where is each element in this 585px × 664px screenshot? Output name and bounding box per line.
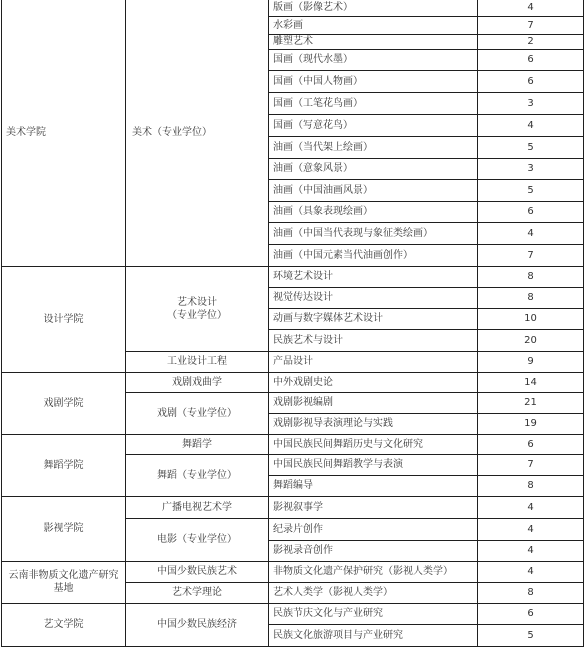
table-row xyxy=(2,0,584,16)
count-cell: 5 xyxy=(478,136,584,158)
count-cell: 9 xyxy=(478,351,584,372)
count-cell: 7 xyxy=(478,16,584,34)
college-cell: 戏剧学院 xyxy=(2,372,126,434)
direction-cell: 国画（中国人物画） xyxy=(269,70,478,92)
table-row xyxy=(2,434,584,454)
direction-cell: 油画（中国油画风景） xyxy=(269,179,478,201)
direction-cell: 纪录片创作 xyxy=(269,518,478,540)
count-cell: 6 xyxy=(478,603,584,624)
direction-cell: 油画（中国当代表现与象征类绘画） xyxy=(269,222,478,244)
table-row xyxy=(2,266,584,287)
direction-cell: 动画与数字媒体艺术设计 xyxy=(269,308,478,329)
count-cell: 14 xyxy=(478,372,584,392)
count-cell: 5 xyxy=(478,624,584,646)
count-cell: 4 xyxy=(478,540,584,561)
direction-cell: 中国民族民间舞蹈历史与文化研究 xyxy=(269,434,478,454)
major-cell: 舞蹈（专业学位） xyxy=(126,454,269,496)
college-cell: 云南非物质文化遗产研究 基地 xyxy=(2,561,126,603)
direction-cell: 戏剧影视编剧 xyxy=(269,392,478,413)
direction-cell: 舞蹈编导 xyxy=(269,475,478,496)
direction-cell: 视觉传达设计 xyxy=(269,287,478,308)
major-cell: 艺术学理论 xyxy=(126,582,269,603)
count-cell: 6 xyxy=(478,49,584,70)
direction-cell: 国画（工笔花鸟画） xyxy=(269,92,478,114)
direction-cell: 民族艺术与设计 xyxy=(269,329,478,351)
direction-cell: 国画（写意花鸟） xyxy=(269,114,478,136)
college-cell: 舞蹈学院 xyxy=(2,434,126,496)
direction-cell: 油画（具象表现绘画） xyxy=(269,201,478,222)
major-cell: 广播电视艺术学 xyxy=(126,496,269,518)
count-cell: 7 xyxy=(478,454,584,475)
college-cell: 艺文学院 xyxy=(2,603,126,646)
table-row xyxy=(2,603,584,624)
table-row xyxy=(2,496,584,518)
major-cell: 戏剧戏曲学 xyxy=(126,372,269,392)
count-cell: 4 xyxy=(478,114,584,136)
major-cell: 艺术设计 （专业学位） xyxy=(126,266,269,351)
table-row xyxy=(2,372,584,392)
count-cell: 7 xyxy=(478,244,584,266)
count-cell: 4 xyxy=(478,222,584,244)
college-cell: 设计学院 xyxy=(2,266,126,372)
count-cell: 2 xyxy=(478,34,584,49)
direction-cell: 油画（意象风景） xyxy=(269,158,478,179)
count-cell: 8 xyxy=(478,475,584,496)
major-cell: 舞蹈学 xyxy=(126,434,269,454)
direction-cell: 油画（当代架上绘画） xyxy=(269,136,478,158)
count-cell: 4 xyxy=(478,518,584,540)
direction-cell: 版画（影像艺术） xyxy=(269,0,478,16)
direction-cell: 中外戏剧史论 xyxy=(269,372,478,392)
direction-cell: 雕塑艺术 xyxy=(269,34,478,49)
direction-cell: 油画（中国元素当代油画创作） xyxy=(269,244,478,266)
direction-cell: 影视录音创作 xyxy=(269,540,478,561)
count-cell: 6 xyxy=(478,434,584,454)
count-cell: 4 xyxy=(478,561,584,582)
direction-cell: 戏剧影视导表演理论与实践 xyxy=(269,413,478,434)
count-cell: 6 xyxy=(478,201,584,222)
major-cell: 电影（专业学位） xyxy=(126,518,269,561)
direction-cell: 环境艺术设计 xyxy=(269,266,478,287)
college-cell: 美术学院 xyxy=(2,0,126,266)
direction-cell: 非物质文化遗产保护研究（影视人类学） xyxy=(269,561,478,582)
direction-cell: 民族文化旅游项目与产业研究 xyxy=(269,624,478,646)
direction-cell: 艺术人类学（影视人类学） xyxy=(269,582,478,603)
enrollment-table xyxy=(1,0,584,647)
count-cell: 5 xyxy=(478,179,584,201)
direction-cell: 中国民族民间舞蹈教学与表演 xyxy=(269,454,478,475)
enrollment-table-body xyxy=(2,0,584,646)
count-cell: 8 xyxy=(478,287,584,308)
count-cell: 6 xyxy=(478,70,584,92)
count-cell: 19 xyxy=(478,413,584,434)
direction-cell: 影视叙事学 xyxy=(269,496,478,518)
direction-cell: 民族节庆文化与产业研究 xyxy=(269,603,478,624)
direction-cell: 水彩画 xyxy=(269,16,478,34)
count-cell: 10 xyxy=(478,308,584,329)
major-cell: 中国少数民族经济 xyxy=(126,603,269,646)
count-cell: 20 xyxy=(478,329,584,351)
direction-cell: 国画（现代水墨） xyxy=(269,49,478,70)
count-cell: 8 xyxy=(478,582,584,603)
count-cell: 3 xyxy=(478,92,584,114)
count-cell: 21 xyxy=(478,392,584,413)
major-cell: 中国少数民族艺术 xyxy=(126,561,269,582)
count-cell: 8 xyxy=(478,266,584,287)
table-row xyxy=(2,561,584,582)
count-cell: 4 xyxy=(478,0,584,16)
major-cell: 戏剧（专业学位） xyxy=(126,392,269,434)
major-cell: 美术（专业学位） xyxy=(126,0,269,266)
direction-cell: 产品设计 xyxy=(269,351,478,372)
count-cell: 3 xyxy=(478,158,584,179)
major-cell: 工业设计工程 xyxy=(126,351,269,372)
count-cell: 4 xyxy=(478,496,584,518)
college-cell: 影视学院 xyxy=(2,496,126,561)
